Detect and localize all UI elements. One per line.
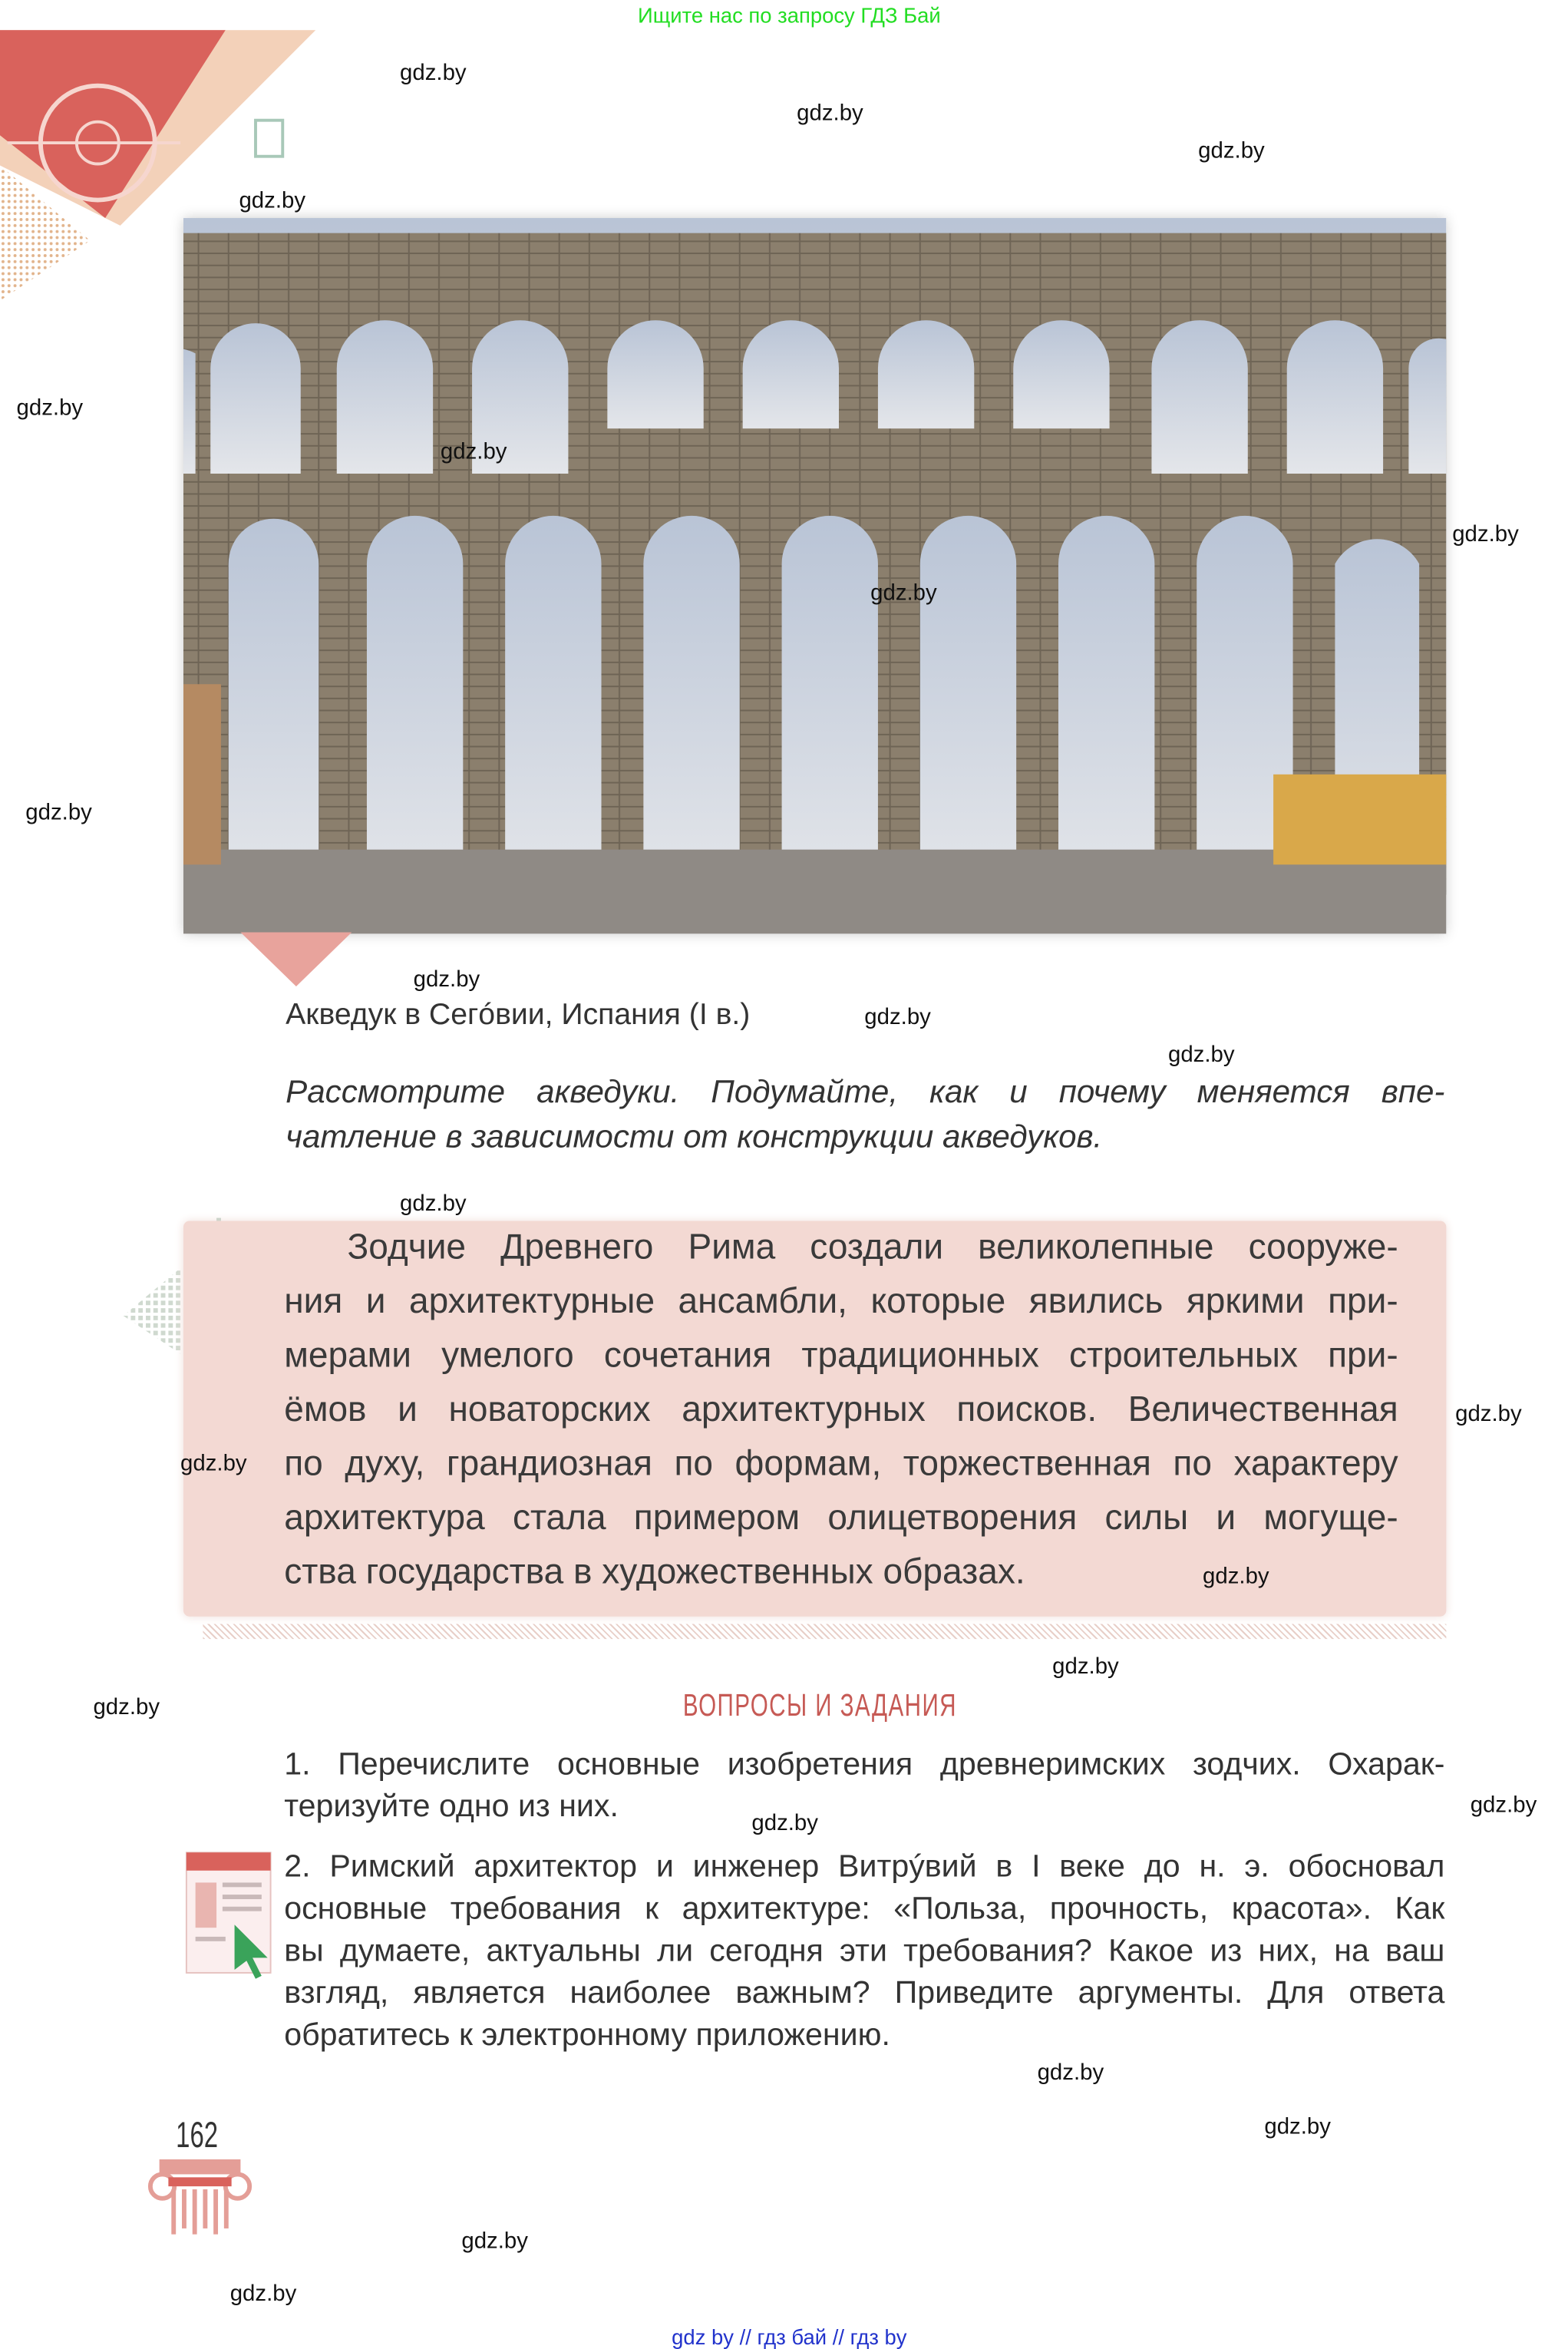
watermark: gdz.by [1052, 1654, 1119, 1680]
task-line: чатление в зависимости от конструкции акведуков. [286, 1118, 1103, 1155]
column-capital-icon [147, 2159, 253, 2235]
info-line: ёмов и новаторских архитектурных поисков. Величественная [284, 1389, 1398, 1429]
watermark: gdz.by [239, 187, 306, 214]
info-line: архитектура стала примером олицетворения силы и могуще- [284, 1497, 1398, 1537]
watermark: gdz.by [461, 2228, 528, 2255]
watermark: gdz.by [864, 1004, 931, 1030]
question-2-line: 2. Римский архитектор и инженер Витрýвий в I веке до н. э. обосновал [284, 1849, 1445, 1885]
watermark: gdz.by [413, 966, 480, 993]
info-line: по духу, грандиозная по формам, торжественная по характеру [284, 1443, 1398, 1483]
watermark: gdz.by [400, 60, 467, 86]
info-line: ния и архитектурные ансамбли, которые явились яркими при- [284, 1280, 1398, 1320]
aqueduct-photo [183, 218, 1446, 933]
questions-heading: ВОПРОСЫ И ЗАДАНИЯ [682, 1688, 957, 1723]
e-app-icon[interactable] [183, 1849, 274, 1981]
watermark: gdz.by [1198, 138, 1265, 164]
question-2-line: вы думаете, актуальны ли сегодня эти требования? Какое из них, на ваш [284, 1934, 1445, 1969]
search-banner[interactable]: Ищите нас по запросу ГДЗ Бай [637, 2, 941, 28]
question-1-line: 1. Перечислите основные изобретения древнеримских зодчих. Охарак- [284, 1747, 1445, 1782]
footer-separator: // [832, 2324, 844, 2349]
watermark: gdz.by [870, 580, 937, 606]
watermark: gdz.by [229, 2281, 297, 2307]
footer-separator: // [739, 2324, 751, 2349]
watermark: gdz.by [1455, 1401, 1522, 1427]
question-2-line: взгляд, является наиболее важным? Приведите аргументы. Для ответа [284, 1975, 1445, 2010]
task-line: Рассмотрите акведуки. Подумайте, как и почему меняется впе- [286, 1073, 1445, 1110]
caption-pointer-icon [240, 932, 352, 986]
question-2-line: обратитесь к электронному приложению. [284, 2017, 890, 2053]
watermark: gdz.by [440, 438, 507, 465]
footer-link-gdz-by[interactable]: gdz by [672, 2324, 734, 2349]
watermark: gdz.by [93, 1694, 160, 1720]
watermark: gdz.by [1037, 2060, 1104, 2086]
watermark: gdz.by [797, 101, 863, 127]
divider-hatch [203, 1624, 1446, 1640]
info-line: мерами умелого сочетания традиционных строительных при- [284, 1335, 1398, 1375]
footer-link-gdz-bai[interactable]: гдз бай [757, 2324, 827, 2349]
watermark: gdz.by [1167, 1042, 1235, 1068]
watermark: gdz.by [751, 1810, 818, 1836]
watermark: gdz.by [1470, 1792, 1537, 1819]
info-line: Зодчие Древнего Рима создали великолепные сооруже- [347, 1227, 1398, 1267]
footer-link-gdz-by-ru[interactable]: гдз by [850, 2324, 907, 2349]
page-number: 162 [176, 2116, 219, 2156]
info-line: ства государства в художественных образах. [284, 1551, 1025, 1591]
watermark: gdz.by [1203, 1564, 1269, 1590]
footer-links [0, 2324, 1568, 2348]
question-1-line: теризуйте одно из них. [284, 1789, 619, 1825]
watermark: gdz.by [180, 1451, 247, 1477]
question-2-line: основные требования к архитектуре: «Польза, прочность, красота». Как [284, 1891, 1445, 1927]
photo-caption: Акведук в Сегóвии, Испания (I в.) [286, 998, 751, 1032]
watermark: gdz.by [400, 1191, 467, 1217]
watermark: gdz.by [16, 395, 84, 421]
watermark: gdz.by [25, 800, 92, 826]
watermark: gdz.by [1452, 521, 1519, 548]
watermark: gdz.by [1264, 2114, 1331, 2140]
